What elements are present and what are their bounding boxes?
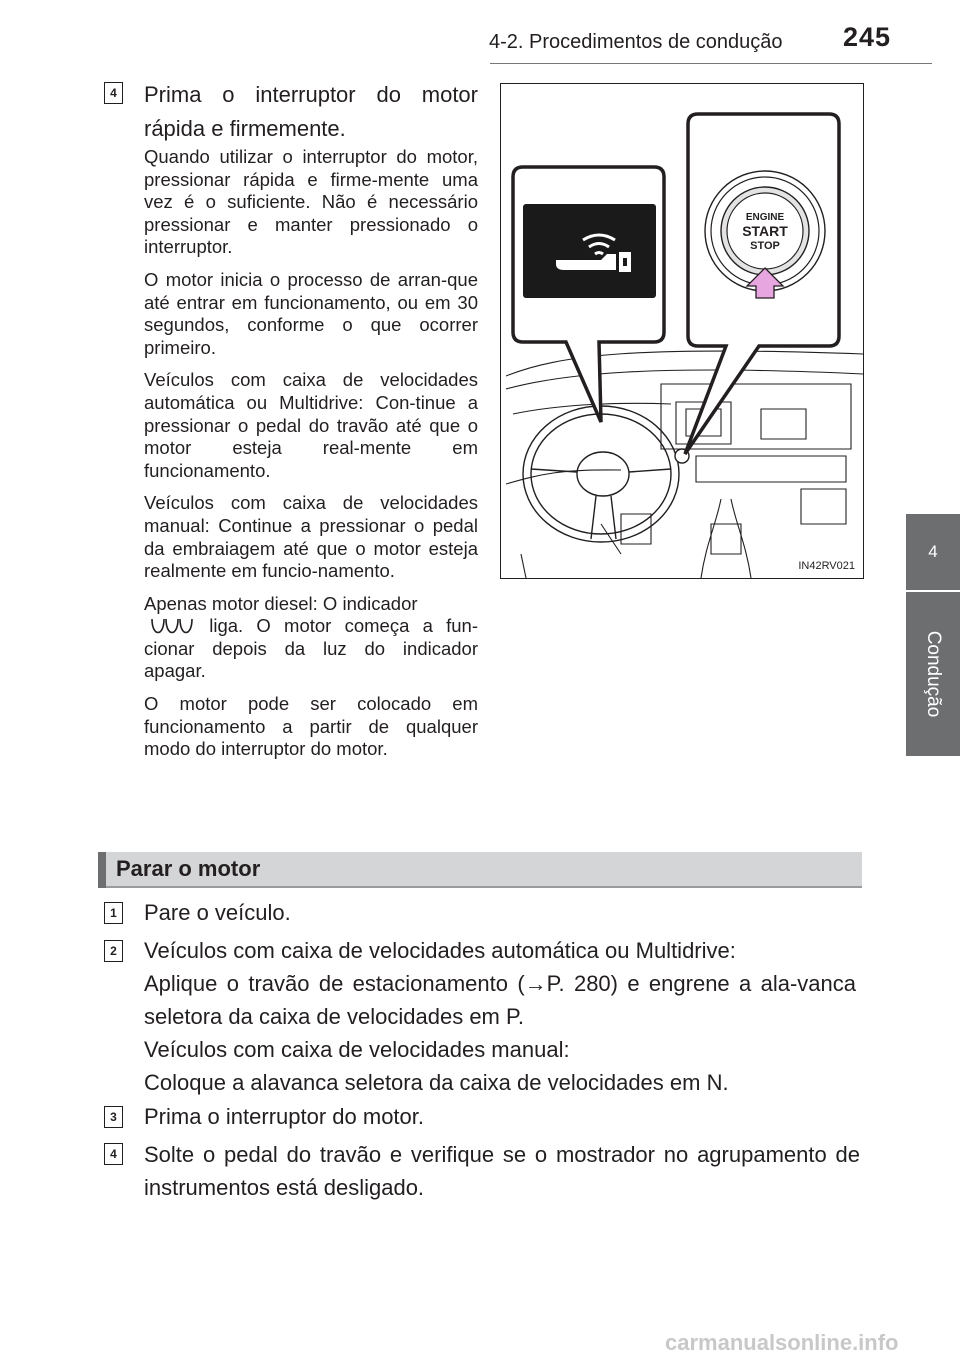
chapter-tab-number: 4 [906,514,960,590]
figure-code: IN42RV021 [798,560,855,572]
step-number-box: 1 [104,902,123,924]
step-text: Solte o pedal do travão e verifique se o mostrador no agrupamento de instrumentos está desligado. [144,1142,860,1200]
section-title: Parar o motor [116,856,261,881]
step-number-box: 4 [104,82,123,104]
dashboard-drawing [501,84,863,578]
step-text: Prima o interruptor do motor. [144,1104,425,1129]
step-title: Prima o interruptor do motor rápida e firmemente. [144,82,478,141]
step-details [144,146,478,771]
section-header-title: 4-2. Procedimentos de condução [489,31,783,53]
step-text: Aplique o travão de estacionamento (→P. 280) e engrene a ala-vanca seletora da caixa de velocidades em P. [144,971,856,1029]
diesel-paragraph [144,593,478,683]
step-text: Coloque a alavanca seletora da caixa de velocidades em N. [144,1070,729,1095]
button-label-stop: STOP [750,240,780,252]
section-header-accent [98,852,106,888]
engine-start-illustration [500,83,864,579]
step-number-box: 4 [104,1143,123,1165]
step-number-box: 2 [104,940,123,962]
paragraph: O motor inicia o processo de arran-que até entrar em funcionamento, ou em 30 segundos, conforme o que ocorrer primeiro. [144,268,478,358]
chapter-tab-label [906,592,960,756]
diesel-suffix: liga. O motor começa a fun-cionar depois da luz do indicador apagar. [144,615,479,682]
page-number: 245 [843,22,892,52]
chapter-tab-text: Condução [923,630,944,718]
step-text: Veículos com caixa de velocidades manual: [144,1037,570,1062]
paragraph: O motor pode ser colocado em funcionamento a partir de qualquer modo do interruptor do motor. [144,693,478,760]
step-text: Pare o veículo. [144,900,291,925]
watermark: carmanualsonline.info [665,1330,899,1355]
button-label-engine: ENGINE [745,212,785,223]
step-number-box: 3 [104,1106,123,1128]
glow-plug-icon [150,617,196,637]
paragraph: Veículos com caixa de velocidades automática ou Multidrive: Con-tinue a pressionar o pedal do travão até que o motor esteja real-mente em funcionamento. [144,369,478,481]
step-text: Veículos com caixa de velocidades automática ou Multidrive: [144,938,736,963]
paragraph: Veículos com caixa de velocidades manual: Continue a pressionar o pedal da embraiagem até que o motor esteja realmente em funcio-namento. [144,492,478,582]
diesel-prefix: Apenas motor diesel: O indicador [144,592,418,614]
header-divider [490,63,932,64]
paragraph: Quando utilizar o interruptor do motor, pressionar rápida e firme-mente uma vez é o suficiente. Não é necessário pressionar e manter pressionado o interruptor. [144,146,478,258]
button-label-start: START [742,223,788,239]
display-panel [523,204,656,298]
